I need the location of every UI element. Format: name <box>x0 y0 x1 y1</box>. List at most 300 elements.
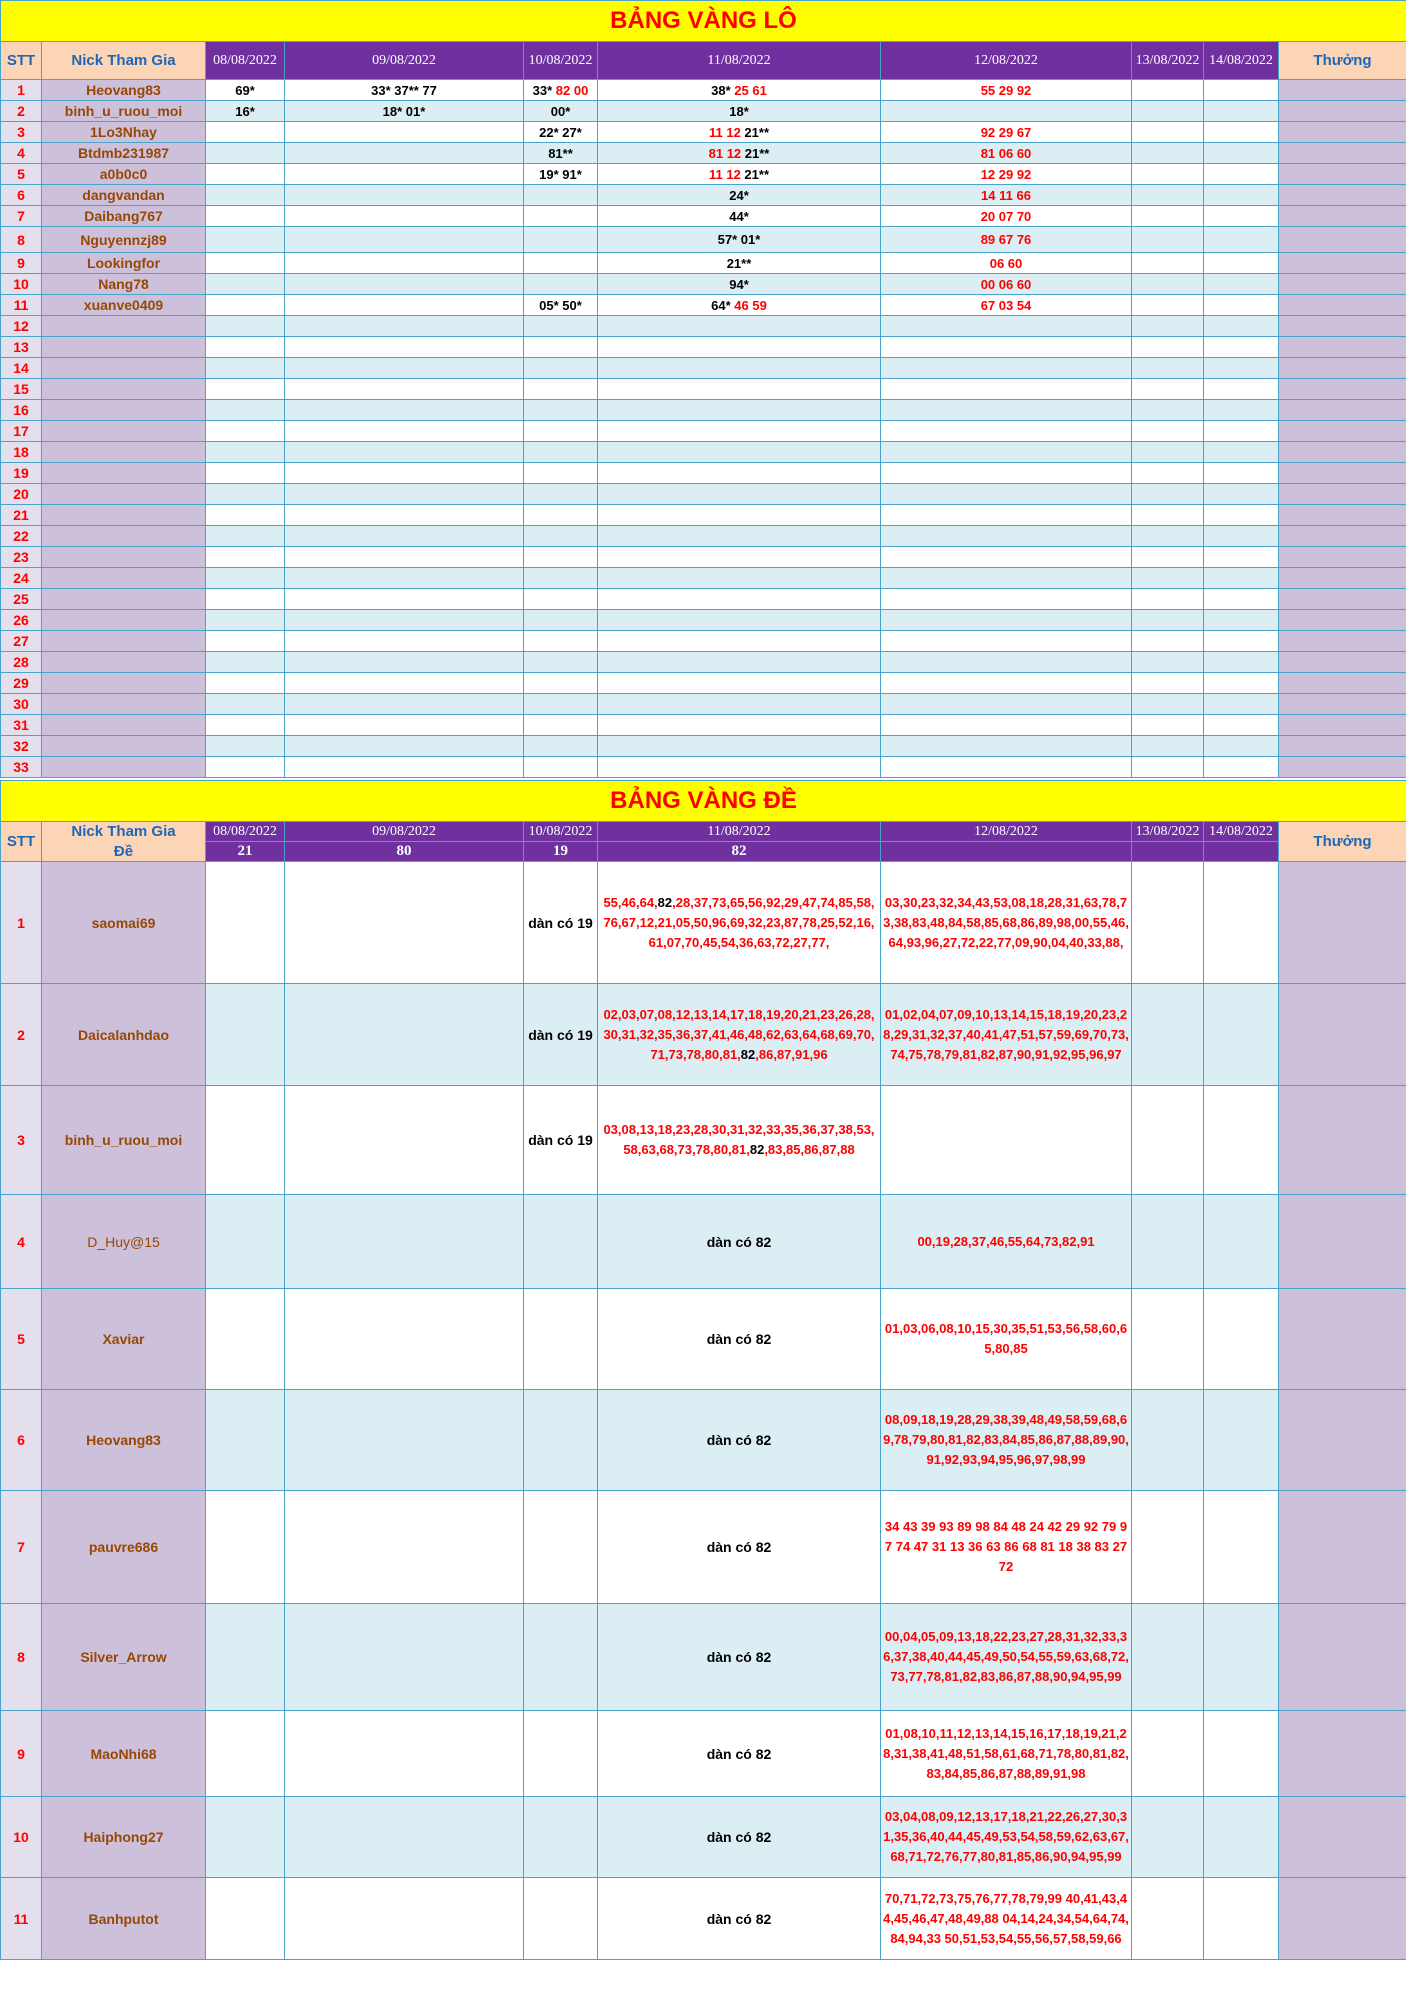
day-cell <box>524 610 598 631</box>
day-cell <box>1204 1711 1279 1797</box>
lo-row <box>1 80 1406 101</box>
row-nick: D_Huy@15 <box>42 1195 206 1289</box>
day-cell <box>598 526 881 547</box>
de-row <box>1 1086 1406 1195</box>
day-cell <box>1132 337 1204 358</box>
lo-row <box>1 757 1406 778</box>
lo-row <box>1 526 1406 547</box>
cell-value: dàn có 82 <box>706 1233 772 1250</box>
row-thuong <box>1279 1491 1406 1604</box>
de-row <box>1 1878 1406 1960</box>
day-cell <box>206 1604 285 1711</box>
row-nick <box>42 526 206 547</box>
day-cell <box>1132 715 1204 736</box>
row-nick: Heovang83 <box>42 1390 206 1491</box>
day-cell <box>1204 122 1279 143</box>
day-cell <box>206 1878 285 1960</box>
row-stt: 9 <box>1 253 42 274</box>
row-stt: 1 <box>1 862 42 984</box>
day-cell <box>524 80 598 101</box>
row-nick <box>42 400 206 421</box>
cell-value: 06 60 <box>989 255 1023 271</box>
day-cell <box>285 694 524 715</box>
day-cell <box>598 715 881 736</box>
lo-row <box>1 295 1406 316</box>
row-stt: 32 <box>1 736 42 757</box>
row-thuong <box>1279 715 1406 736</box>
day-cell <box>1204 274 1279 295</box>
day-cell <box>1132 652 1204 673</box>
row-nick <box>42 631 206 652</box>
day-cell <box>206 757 285 778</box>
day-cell <box>881 206 1132 227</box>
row-stt: 26 <box>1 610 42 631</box>
cell-value: 94* <box>729 276 749 292</box>
day-cell <box>1132 463 1204 484</box>
day-cell <box>598 1797 881 1878</box>
day-cell <box>598 1711 881 1797</box>
day-cell <box>1132 253 1204 274</box>
day-cell <box>1204 1086 1279 1195</box>
day-cell <box>598 631 881 652</box>
day-cell <box>285 253 524 274</box>
row-nick: a0b0c0 <box>42 164 206 185</box>
lo-row <box>1 652 1406 673</box>
day-cell <box>524 227 598 253</box>
cell-value: 03,08,13,18,23,28,30,31,32,33,35,36,37,38,53,58,63,68,73,78,80,81, <box>603 1122 875 1157</box>
day-cell <box>881 757 1132 778</box>
day-cell <box>206 673 285 694</box>
row-thuong <box>1279 694 1406 715</box>
cell-value: 18* <box>729 103 749 119</box>
row-nick: Xaviar <box>42 1289 206 1390</box>
day-cell <box>524 400 598 421</box>
thuong-header: Thưởng <box>1279 822 1406 862</box>
lo-row <box>1 253 1406 274</box>
cell-value: dàn có 82 <box>706 1331 772 1347</box>
day-cell <box>881 164 1132 185</box>
result-number: 82 <box>598 842 881 862</box>
row-thuong <box>1279 1195 1406 1289</box>
day-cell <box>598 358 881 379</box>
row-thuong <box>1279 1289 1406 1390</box>
row-thuong <box>1279 253 1406 274</box>
row-stt: 5 <box>1 164 42 185</box>
day-cell <box>598 1086 881 1195</box>
day-cell <box>598 463 881 484</box>
lo-row <box>1 568 1406 589</box>
day-cell <box>1132 316 1204 337</box>
day-cell <box>1132 1604 1204 1711</box>
day-cell <box>1204 1195 1279 1289</box>
cell-value: 11 12 <box>708 124 745 140</box>
row-thuong <box>1279 358 1406 379</box>
lo-row <box>1 337 1406 358</box>
result-number <box>1132 842 1204 862</box>
day-cell <box>1204 358 1279 379</box>
day-cell <box>285 673 524 694</box>
row-nick: Nguyennzj89 <box>42 227 206 253</box>
day-cell <box>524 185 598 206</box>
row-nick: Silver_Arrow <box>42 1604 206 1711</box>
day-cell <box>598 122 881 143</box>
day-cell <box>206 1797 285 1878</box>
day-cell <box>1132 1289 1204 1390</box>
day-cell <box>206 463 285 484</box>
lo-row <box>1 122 1406 143</box>
day-cell <box>524 101 598 122</box>
cell-value: dàn có 82 <box>706 1432 772 1448</box>
cell-value: 05* 50* <box>539 297 582 313</box>
row-thuong <box>1279 652 1406 673</box>
row-thuong <box>1279 101 1406 122</box>
lo-row <box>1 421 1406 442</box>
day-cell <box>881 400 1132 421</box>
day-cell <box>598 206 881 227</box>
day-cell <box>1132 984 1204 1086</box>
day-cell <box>206 206 285 227</box>
row-thuong <box>1279 862 1406 984</box>
day-cell <box>285 757 524 778</box>
lo-row <box>1 631 1406 652</box>
date-header: 14/08/2022 <box>1204 822 1279 842</box>
date-header: 11/08/2022 <box>598 42 881 80</box>
cell-value: 55 29 92 <box>980 82 1032 98</box>
row-nick <box>42 421 206 442</box>
row-nick <box>42 484 206 505</box>
day-cell <box>285 526 524 547</box>
date-header: 11/08/2022 <box>598 822 881 842</box>
row-thuong <box>1279 1390 1406 1491</box>
day-cell <box>598 484 881 505</box>
day-cell <box>285 1491 524 1604</box>
day-cell <box>524 337 598 358</box>
day-cell <box>206 400 285 421</box>
day-cell <box>206 505 285 526</box>
day-cell <box>285 505 524 526</box>
day-cell <box>881 143 1132 164</box>
day-cell <box>285 568 524 589</box>
cell-value: 12 29 92 <box>980 166 1032 182</box>
row-nick <box>42 589 206 610</box>
day-cell <box>1204 984 1279 1086</box>
cell-value: 55,46,64, <box>603 894 658 910</box>
day-cell <box>1204 547 1279 568</box>
row-thuong <box>1279 143 1406 164</box>
row-thuong <box>1279 1086 1406 1195</box>
lo-row <box>1 715 1406 736</box>
day-cell <box>598 984 881 1086</box>
date-header: 10/08/2022 <box>524 42 598 80</box>
day-cell <box>881 526 1132 547</box>
day-cell <box>881 185 1132 206</box>
day-cell <box>1204 101 1279 122</box>
day-cell <box>1132 1797 1204 1878</box>
row-nick: Haiphong27 <box>42 1797 206 1878</box>
day-cell <box>881 358 1132 379</box>
day-cell <box>285 164 524 185</box>
day-cell <box>524 463 598 484</box>
day-cell <box>206 1195 285 1289</box>
cell-value: 82 <box>657 894 673 910</box>
day-cell <box>524 694 598 715</box>
cell-value: 46 59 <box>734 297 767 313</box>
thuong-header: Thưởng <box>1279 42 1406 80</box>
day-cell <box>1132 610 1204 631</box>
day-cell <box>881 463 1132 484</box>
day-cell <box>1132 80 1204 101</box>
day-cell: 01,08,10,11,12,13,14,15,16,17,18,19,21,28,31,38,41,48,51,58,61,68,71,78,80,81,82,83,84,85,86,87,88,89,91,98 <box>881 1711 1132 1797</box>
cell-value: 81 12 <box>708 145 745 161</box>
de-label-header: Đề <box>42 842 206 862</box>
row-nick <box>42 652 206 673</box>
row-stt: 6 <box>1 1390 42 1491</box>
day-cell <box>598 547 881 568</box>
day-cell <box>206 862 285 984</box>
row-stt: 8 <box>1 1604 42 1711</box>
date-header: 09/08/2022 <box>285 822 524 842</box>
day-cell <box>1204 673 1279 694</box>
day-cell <box>1204 442 1279 463</box>
day-cell <box>598 568 881 589</box>
cell-value: ,83,85,86,87,88 <box>764 1142 855 1157</box>
date-header: 14/08/2022 <box>1204 42 1279 80</box>
day-cell <box>285 421 524 442</box>
lo-row <box>1 379 1406 400</box>
day-cell <box>1204 1797 1279 1878</box>
day-cell <box>1132 185 1204 206</box>
day-cell <box>881 589 1132 610</box>
day-cell: 01,02,04,07,09,10,13,14,15,18,19,20,23,28,29,31,32,37,40,41,47,51,57,59,69,70,73,74,75,78,79,81,82,87,90,91,92,95,96,97 <box>881 984 1132 1086</box>
row-stt: 6 <box>1 185 42 206</box>
cell-value: 14 11 66 <box>981 187 1031 203</box>
day-cell <box>1204 1390 1279 1491</box>
day-cell <box>524 652 598 673</box>
lo-title: BẢNG VÀNG LÔ <box>1 1 1406 42</box>
row-nick: pauvre686 <box>42 1491 206 1604</box>
day-cell <box>206 164 285 185</box>
day-cell <box>881 379 1132 400</box>
row-nick <box>42 505 206 526</box>
day-cell <box>598 862 881 984</box>
day-cell <box>1132 757 1204 778</box>
row-thuong <box>1279 484 1406 505</box>
day-cell <box>1132 484 1204 505</box>
row-stt: 5 <box>1 1289 42 1390</box>
day-cell <box>1204 715 1279 736</box>
day-cell <box>524 631 598 652</box>
row-stt: 22 <box>1 526 42 547</box>
day-cell <box>524 1195 598 1289</box>
row-nick: Btdmb231987 <box>42 143 206 164</box>
day-cell <box>881 442 1132 463</box>
row-thuong <box>1279 757 1406 778</box>
row-stt: 16 <box>1 400 42 421</box>
day-cell <box>285 337 524 358</box>
row-thuong <box>1279 736 1406 757</box>
day-cell <box>206 379 285 400</box>
day-cell <box>524 673 598 694</box>
row-stt: 31 <box>1 715 42 736</box>
day-cell <box>206 421 285 442</box>
cell-value: 82 00 <box>555 82 589 98</box>
day-cell <box>881 736 1132 757</box>
row-nick <box>42 337 206 358</box>
day-cell: 00,04,05,09,13,18,22,23,27,28,31,32,33,36,37,38,40,44,45,49,50,54,55,59,63,68,72,73,77,78,81,82,83,86,87,88,90,94,95,99 <box>881 1604 1132 1711</box>
day-cell <box>1204 505 1279 526</box>
day-cell <box>524 715 598 736</box>
day-cell <box>206 185 285 206</box>
day-cell <box>1204 1604 1279 1711</box>
de-nick-header: Nick Tham Gia <box>42 822 206 842</box>
de-row <box>1 1491 1406 1604</box>
de-row <box>1 1289 1406 1390</box>
day-cell <box>598 143 881 164</box>
row-stt: 11 <box>1 1878 42 1960</box>
cell-value: ,86,87,91,96 <box>755 1046 828 1062</box>
day-cell <box>206 736 285 757</box>
day-cell <box>598 736 881 757</box>
day-cell <box>881 253 1132 274</box>
row-thuong <box>1279 122 1406 143</box>
cell-value: 33* 37** 77 <box>371 82 437 98</box>
day-cell <box>598 379 881 400</box>
day-cell: dàn có 19 <box>524 862 598 984</box>
day-cell <box>524 505 598 526</box>
day-cell <box>524 1711 598 1797</box>
row-stt: 29 <box>1 673 42 694</box>
row-thuong <box>1279 206 1406 227</box>
day-cell <box>285 1195 524 1289</box>
row-nick: xuanve0409 <box>42 295 206 316</box>
day-cell <box>598 589 881 610</box>
day-cell <box>1204 253 1279 274</box>
lo-row <box>1 206 1406 227</box>
day-cell <box>524 757 598 778</box>
cell-value: 20 07 70 <box>980 208 1032 224</box>
day-cell <box>206 1086 285 1195</box>
day-cell <box>1204 400 1279 421</box>
row-nick: 1Lo3Nhay <box>42 122 206 143</box>
cell-value: 21** <box>744 166 769 182</box>
date-header: 13/08/2022 <box>1132 822 1204 842</box>
day-cell <box>598 227 881 253</box>
lo-row <box>1 400 1406 421</box>
day-cell <box>881 421 1132 442</box>
day-cell <box>524 568 598 589</box>
de-row <box>1 984 1406 1086</box>
lo-row <box>1 227 1406 253</box>
row-nick <box>42 379 206 400</box>
day-cell: 03,04,08,09,12,13,17,18,21,22,26,27,30,31,35,36,40,44,45,49,53,54,58,59,62,63,67,68,71,72,76,77,80,81,85,86,90,94,95,99 <box>881 1797 1132 1878</box>
day-cell <box>524 526 598 547</box>
day-cell <box>524 1604 598 1711</box>
day-cell <box>598 295 881 316</box>
de-table <box>0 780 1406 1960</box>
result-number <box>1204 842 1279 862</box>
day-cell <box>206 143 285 164</box>
day-cell <box>1204 631 1279 652</box>
row-stt: 19 <box>1 463 42 484</box>
day-cell <box>285 274 524 295</box>
lo-row <box>1 316 1406 337</box>
day-cell <box>524 253 598 274</box>
day-cell <box>285 547 524 568</box>
day-cell <box>524 1491 598 1604</box>
day-cell <box>1204 589 1279 610</box>
day-cell <box>206 484 285 505</box>
cell-value: 22* 27* <box>539 124 582 140</box>
day-cell <box>598 337 881 358</box>
day-cell <box>1132 736 1204 757</box>
day-cell <box>598 1604 881 1711</box>
day-cell <box>285 122 524 143</box>
day-cell: dàn có 19 <box>524 1086 598 1195</box>
row-nick: saomai69 <box>42 862 206 984</box>
day-cell <box>285 358 524 379</box>
day-cell <box>1132 227 1204 253</box>
day-cell <box>598 80 881 101</box>
day-cell <box>285 736 524 757</box>
cell-value: dàn có 82 <box>706 1539 772 1555</box>
stt-header: STT <box>1 42 42 80</box>
day-cell <box>598 1289 881 1390</box>
day-cell <box>881 610 1132 631</box>
lo-row <box>1 547 1406 568</box>
cell-value: 38* <box>711 82 735 98</box>
day-cell <box>1132 568 1204 589</box>
day-cell <box>881 715 1132 736</box>
day-cell <box>1204 757 1279 778</box>
row-nick: dangvandan <box>42 185 206 206</box>
day-cell <box>881 80 1132 101</box>
day-cell <box>206 547 285 568</box>
day-cell <box>206 274 285 295</box>
date-header: 08/08/2022 <box>206 42 285 80</box>
day-cell <box>598 101 881 122</box>
date-header: 09/08/2022 <box>285 42 524 80</box>
row-nick: Daibang767 <box>42 206 206 227</box>
row-nick <box>42 442 206 463</box>
day-cell <box>285 206 524 227</box>
day-cell <box>1132 505 1204 526</box>
row-stt: 23 <box>1 547 42 568</box>
day-cell <box>1204 1491 1279 1604</box>
day-cell <box>881 505 1132 526</box>
cell-value: 16* <box>235 103 255 119</box>
row-stt: 8 <box>1 227 42 253</box>
day-cell <box>1204 1878 1279 1960</box>
day-cell <box>1132 631 1204 652</box>
day-cell: 70,71,72,73,75,76,77,78,79,99 40,41,43,44,45,46,47,48,49,88 04,14,24,34,54,64,74,84,94,33 50,51,53,54,55,56,57,58,59,66 <box>881 1878 1132 1960</box>
row-stt: 10 <box>1 274 42 295</box>
day-cell <box>598 505 881 526</box>
day-cell <box>524 1390 598 1491</box>
cell-value: 21** <box>726 255 752 271</box>
day-cell <box>524 736 598 757</box>
cell-value: 18* 01* <box>382 103 426 119</box>
row-thuong <box>1279 421 1406 442</box>
cell-value: 25 61 <box>734 82 767 98</box>
day-cell <box>524 143 598 164</box>
day-cell <box>1132 1711 1204 1797</box>
day-cell <box>881 337 1132 358</box>
result-number <box>881 842 1132 862</box>
row-stt: 3 <box>1 122 42 143</box>
day-cell <box>1132 122 1204 143</box>
row-stt: 13 <box>1 337 42 358</box>
row-stt: 4 <box>1 1195 42 1289</box>
